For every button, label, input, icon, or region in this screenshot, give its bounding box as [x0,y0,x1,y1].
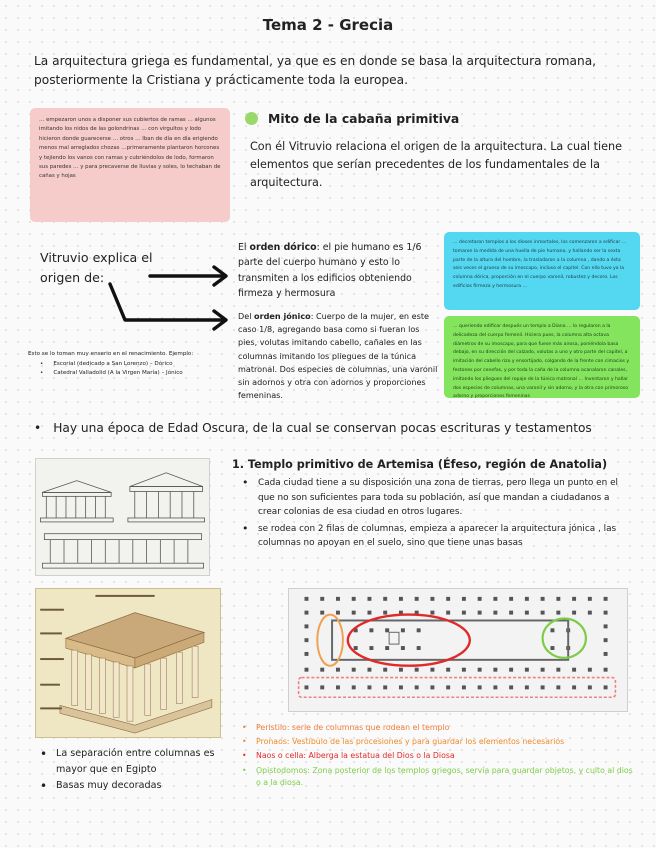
pink-quote-text: … empezaron unos a disponer sus cubiertos de ramas … algunos imitando los nidos de las golondrinas … con virgultos y lodo hicieron donde guarecerse … otros … Iban de día en día erigiendo menos mal arreglados chozas …primeramente plantaron horcones y tejiendo los vanos con ramas y cubriéndolos de lodo, formaron sus paredes … y para precaverse de lluvias y soles, lo techaban de cañas y hojas [39,117,221,180]
ionic-temple-illustration [35,588,221,738]
doric-body: : el pie humano es 1/6 parte del cuerpo humano y esto lo transmiten a los edificios obteniendo firmeza y hermosura [238,242,422,300]
intro-paragraph: La arquitectura griega es fundamental, ya que es en donde se basa la arquitectura romana, posteriormente la Cristiana y prácticamente toda la europea. [34,54,597,87]
arrow-to-ionic [110,284,225,320]
artemis-list [246,476,626,553]
cyan-quote-text: … decretaron templos a los dioses inmortales, los comenzaron a edificar … tomaron la medida de una huella de pie humano, y hallando ser la sexta parte de la altura del hombre, la trasladaron a la columna , dando a ésta seis veces el grueso de su imoscapo, incluso el capitel. Con ello tuvo ya la columna dórica, proporción en el cuerpo varonil, robustez y decoro. Los edificios firmeza y hermosura … [453,240,627,289]
doric-term: orden dórico [249,242,317,253]
page-title: Tema 2 - Grecia [262,16,394,34]
green-dot-icon [245,112,258,125]
list-item: • se rodea con 2 filas de columnas, empieza a aparecer la arquitectura jónica , las columnas no apoyan en el suelo, sino que tiene unas basas [246,522,626,551]
list-item: • Escorial (dedicado a San Lorenzo) – Dórico [40,360,238,370]
lime-quote-box [444,316,640,398]
legend-peristilo: • Peristilo: serie de columnas que rodean el templo [242,722,638,734]
temple-elevations-image [35,458,210,576]
arrows-icon [100,262,240,332]
plan-legend [242,722,638,791]
renaissance-lead: Esto se lo toman muy enserio en el renacimiento. Ejemplo: [28,351,194,357]
legend-opistodomos: • Opistodomos: Zona posterior de los templos griegos, servía para guardar objetos, y culto al dios o a la diosa. [242,765,638,789]
artemis-heading: 1. Templo primitivo de Artemisa (Éfeso, región de Anatolia) [232,458,608,471]
legend-pronaos: • Pronaos: Vestíbulo de las procesiones y para guardar los elementos necesarios [242,736,638,748]
ionic-pre: Del [238,311,255,321]
list-item: • Catedral Valladolid (A la Virgen María) – Jónico [40,369,238,379]
ionic-order-text [238,310,440,402]
cyan-quote-box [444,232,640,310]
doric-pre: El [238,242,250,253]
legend-naos: • Naos o cella: Alberga la estatua del Dios o la Diosa [242,750,638,762]
ionic-body: : Cuerpo de la mujer, en este caso 1/8, agregando basa como si fueran los pies, volutas imitando cabello, cañales en las columnas imitando los pliegues de la túnica matronal. Dos especies de columnas, una varonil sin adornos y otra con adornos y proporciones femeninas. [238,311,438,401]
separation-list [40,746,225,794]
renaissance-note [28,350,238,379]
ionic-term: orden jónico [254,311,311,321]
cabana-text: Con él Vitruvio relaciona el origen de la arquitectura. La cual tiene elementos que serían precedentes de los fundamentales de la arquitectura. [250,140,622,189]
doric-order-text [238,240,434,302]
list-item: • Cada ciudad tiene a su disposición una zona de tierras, pero llega un punto en el que no son suficientes para toda su población, así que mandan a ciudadanos a crear colonias de esa ciudad en otros lugares. [246,476,626,520]
pink-quote-box [30,108,230,222]
temple-plan-image [288,588,628,712]
lime-quote-text: … queriendo edificar después un templo a Diana … lo regularon a la delicadeza del cuerpo femenil. Hiciera pues, la columna alta octava diámetros de su imoscapo, para que fuese más airosa, poniéndola basa debajo, en su dirección del calzado, volutas a uno y otro parte del capitel, a imitación del cabello rizo y ensortijado, colgando de la frente con cimacios y festones por cenefas, y por toda la caña de la columna acanalaron canales, imitando los pliegues del ropaje de la túnica matronal … Inventaron y hallar dos especies de columnas, una varonil y sin adorno, y la otra con primoroso adorno y proporciones femeninas [453,324,630,400]
cabana-heading: Mito de la cabaña primitiva [268,111,460,126]
dark-age-bullet: • Hay una época de Edad Oscura, de la cual se conservan pocas escrituras y testamentos [34,421,634,435]
vitruvio-label: Vitruvio explica el origen de: [40,250,153,285]
list-item: • La separación entre columnas es mayor que en Egipto [40,746,225,778]
renaissance-list [28,360,238,379]
list-item: • Basas muy decoradas [40,778,225,794]
